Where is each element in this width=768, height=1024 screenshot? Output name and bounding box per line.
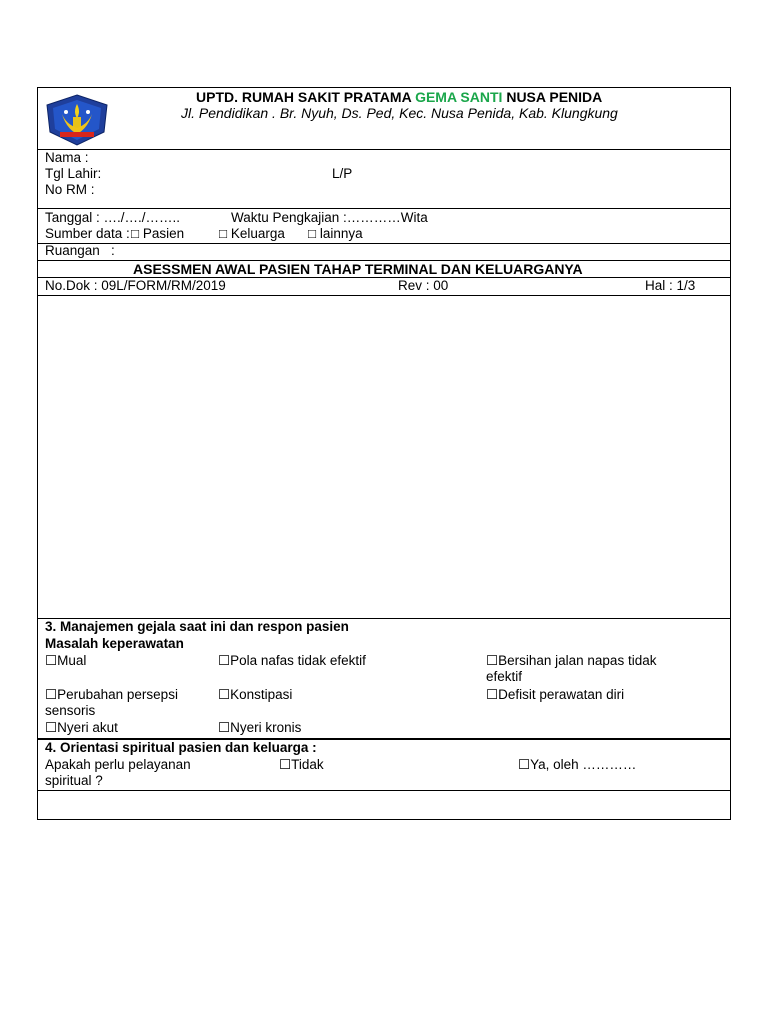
checkbox-perubahan-persepsi-cont: sensoris (45, 703, 96, 718)
patient-dob-field[interactable]: Tgl Lahir: (45, 166, 102, 181)
data-source-label: Sumber data : (45, 226, 130, 241)
klungkung-regency-crest-icon (44, 94, 110, 146)
checkbox-tidak[interactable]: ☐Tidak (279, 757, 324, 772)
section4-bottom (37, 790, 731, 791)
checkbox-bersihan-jalan-napas-cont: efektif (486, 669, 523, 684)
source-option-pasien[interactable]: □ Pasien (131, 226, 185, 241)
checkbox-perubahan-persepsi[interactable]: ☐Perubahan persepsi (45, 687, 178, 702)
patient-sex-field[interactable]: L/P (332, 166, 353, 181)
section3-heading: 3. Manajemen gejala saat ini dan respon pasien (45, 619, 349, 634)
section3-subheading: Masalah keperawatan (45, 636, 184, 651)
form-border-right (730, 87, 731, 618)
checkbox-nyeri-akut[interactable]: ☐Nyeri akut (45, 720, 118, 735)
checkbox-konstipasi[interactable]: ☐Konstipasi (218, 687, 293, 702)
form-border-left (37, 87, 38, 618)
spiritual-question-cont: spiritual ? (45, 773, 103, 788)
divider-doc (37, 295, 731, 296)
visit-date-field[interactable]: Tanggal : …./…./…….. (45, 210, 181, 225)
form-border-top (37, 87, 731, 88)
source-option-lainnya[interactable]: □ lainnya (308, 226, 363, 241)
doc-revision: Rev : 00 (398, 278, 449, 293)
spiritual-question: Apakah perlu pelayanan (45, 757, 191, 772)
visit-time-field[interactable]: Waktu Pengkajian :…………Wita (231, 210, 428, 225)
checkbox-mual[interactable]: ☐Mual (45, 653, 87, 668)
form-title: ASESSMEN AWAL PASIEN TAHAP TERMINAL DAN KELUARGANYA (133, 261, 583, 277)
divider-header (37, 149, 731, 150)
checkbox-ya-oleh[interactable]: ☐Ya, oleh ………… (518, 757, 637, 772)
source-option-keluarga[interactable]: □ Keluarga (219, 226, 285, 241)
checkbox-pola-nafas[interactable]: ☐Pola nafas tidak efektif (218, 653, 366, 668)
divider-patient (37, 208, 731, 209)
room-field[interactable]: Ruangan : (45, 243, 115, 258)
hospital-name-prefix: UPTD. RUMAH SAKIT PRATAMA (196, 89, 416, 105)
patient-name-field[interactable]: Nama : (45, 150, 89, 165)
section4-heading: 4. Orientasi spiritual pasien dan keluarga : (45, 740, 317, 755)
patient-rm-field[interactable]: No RM : (45, 182, 95, 197)
hospital-name (196, 89, 602, 105)
hospital-name-highlight: GEMA SANTI (415, 89, 503, 105)
checkbox-defisit-perawatan[interactable]: ☐Defisit perawatan diri (486, 687, 625, 702)
hospital-address: Jl. Pendidikan . Br. Nyuh, Ds. Ped, Kec. Nusa Penida, Kab. Klungkung (181, 105, 618, 121)
checkbox-nyeri-kronis[interactable]: ☐Nyeri kronis (218, 720, 302, 735)
doc-number: No.Dok : 09L/FORM/RM/2019 (45, 278, 226, 293)
hospital-name-suffix: NUSA PENIDA (502, 89, 603, 105)
divider-room (37, 243, 731, 244)
form-border-bottom (37, 819, 731, 820)
doc-page: Hal : 1/3 (645, 278, 696, 293)
checkbox-bersihan-jalan-napas[interactable]: ☐Bersihan jalan napas tidak (486, 653, 657, 668)
